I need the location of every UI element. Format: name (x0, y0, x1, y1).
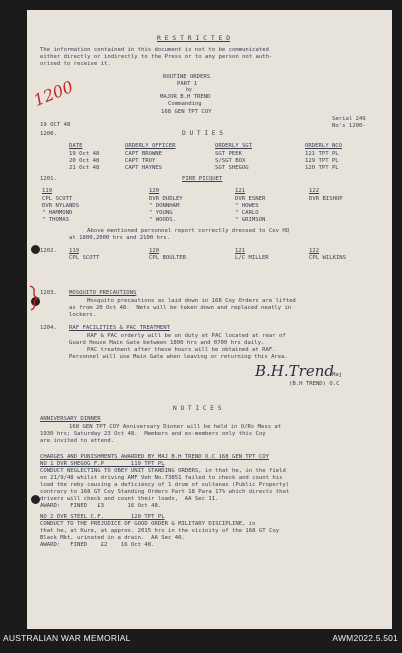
offence-line: Black Mkt, urinated in a drain. AA Sec 40. (40, 535, 185, 541)
punch-hole (31, 495, 40, 504)
signature-line: (B.H TREND) O.C (289, 381, 340, 387)
notice-line: The information contained in this document is not to be communicated (40, 47, 270, 53)
col-header: 119 (42, 188, 53, 194)
duty-cell: 121 TPT PL (305, 151, 339, 157)
picquet-cell: DVR ESNER (235, 196, 266, 202)
picquet-cell: " CARLO (235, 210, 259, 216)
col-header: 119 (69, 248, 80, 254)
picquet-cell: " YOUNG (149, 210, 173, 216)
nco-name: L/C MILLER (235, 255, 269, 261)
picquet-cell: DVR NYLANDS (42, 203, 80, 209)
footer-institution: AUSTRALIAN WAR MEMORIAL (3, 633, 131, 643)
commanding-label: Commanding (168, 101, 202, 107)
offence-award: AWARD: FINED £3 16 Oct 48. (40, 503, 162, 509)
duty-cell: SGT SHEGOG (215, 165, 249, 171)
nco-name: CPL SCOTT (69, 255, 100, 261)
serial-number: Serial 249 (332, 116, 366, 122)
col-header: 120 (149, 188, 160, 194)
red-pen-mark (27, 283, 43, 313)
raf-heading: RAF FACILITIES & PAC TREATMENT (69, 325, 171, 331)
duty-cell: CAPT BROWNE (125, 151, 163, 157)
duty-cell: 21 Oct 48 (69, 165, 100, 171)
picquet-cell: " WOODS. (149, 217, 176, 223)
col-header: ORDERLY OFFICER (125, 143, 176, 149)
picquet-cell: " HAMMOND (42, 210, 73, 216)
mosquito-line: Mosquito precautions as laid down in 168 Coy Orders are lifted (87, 298, 296, 304)
para-number: 1201. (40, 176, 57, 182)
duties-heading: D U T I E S (182, 130, 223, 137)
offence-line: NO 2 DVR STEEL C.F. 120 TPT PL (40, 514, 165, 520)
duty-cell: CAPT HAYNES (125, 165, 163, 171)
order-numbers: No's 1200- (332, 123, 366, 129)
col-header: 120 (149, 248, 160, 254)
col-header: 121 (235, 248, 246, 254)
raf-line: Guard House Main Gate between 1800 hrs and 0700 hrs daily. (69, 340, 265, 346)
anniversary-line: are invited to attend. (40, 438, 115, 444)
notice-line: orised to receive it. (40, 61, 111, 67)
col-header: 122 (309, 248, 320, 254)
document-page (27, 10, 392, 629)
col-header: 122 (309, 188, 320, 194)
para-number: 1204. (40, 325, 57, 331)
offence-line: load the reby causing a deficiency of 1 drum of sultanas (Public Property) (40, 482, 290, 488)
picquet-cell: " THOMAS (42, 217, 69, 223)
offence-line: NO 1 DVR SHEGOG F.P 119 TPT PL (40, 461, 165, 467)
notice-line: either directly or indirectly to the Press or to any person not auth- (40, 54, 273, 60)
footer-accession-number: AWM2022.5.501 (332, 633, 398, 643)
raf-line: PAC treatment after these hours will be obtained at RAF. (87, 347, 276, 353)
col-header: ORDERLY NCO (305, 143, 343, 149)
mosquito-heading: MOSQUITO PRECAUTIONS (69, 290, 137, 296)
punch-hole (31, 245, 40, 254)
duty-cell: 20 Oct 48 (69, 158, 100, 164)
raf-line: Personnel will use Main Gate when leaving or returning this Area. (69, 354, 288, 360)
orders-title: ROUTINE ORDERS (163, 74, 211, 80)
duty-cell: CAPT TROY (125, 158, 156, 164)
col-header: DATE (69, 143, 83, 149)
para-number: 1200. (40, 131, 57, 137)
anniversary-line: 168 GEN TPT COY Anniversary Dinner will be held in O/Rs Mess at (69, 424, 282, 430)
order-date: 19 OCT 48 (40, 122, 71, 128)
raf-line: RAF & PAC orderly will be on duty at PAC located at rear of (87, 333, 286, 339)
picquet-cell: " GRIMSON (235, 217, 266, 223)
unit-name: 168 GEN TPT COY (161, 109, 212, 115)
notices-heading: N O T I C E S (173, 405, 222, 412)
para-number: 1203. (40, 290, 57, 296)
offence-line: CONDUCT NEGLECTING TO OBEY UNIT STANDING ORDERS, in that he, in the field (40, 468, 286, 474)
offences-title: CHARGES AND PUNISHMENTS AWARDED BY MAJ B.H TREND O.C 168 GEN TPT COY (40, 454, 270, 460)
offence-line: on 21/9/48 whilst driving AMF Veh No.73851 failed to check and count his (40, 475, 283, 481)
duty-cell: S/SGT BOX (215, 158, 246, 164)
picquet-cell: " HOWES (235, 203, 259, 209)
picquet-cell: " DONNHAM (149, 203, 180, 209)
nco-name: CPL BOULTER (149, 255, 187, 261)
signature-rank: Maj (332, 372, 343, 378)
signature: B.H.Trend (255, 362, 334, 380)
col-header: 121 (235, 188, 246, 194)
orders-by: by (186, 88, 192, 93)
commander: MAJOR B.H TREND (160, 94, 211, 100)
para-number: 1202. (40, 248, 57, 254)
orders-part: PART 1 (177, 81, 198, 87)
fire-picquet-heading: FIRE PICQUET (182, 176, 223, 182)
mosquito-line: lockers. (69, 312, 96, 318)
duty-cell: 19 Oct 48 (69, 151, 100, 157)
picquet-cell: DVR BISHOP (309, 196, 343, 202)
offence-line: that he, at Kure, at approx. 2015 hrs in the vicinity of the 168 GT Coy (40, 528, 280, 534)
duty-cell: 120 TPT PL (305, 165, 339, 171)
offence-line: contrary to 168 GT Coy Standing Orders Part 18 Para 17% which directs that (40, 489, 290, 495)
picquet-note: Above mentioned personnel report correctly dressed to Cov HQ (87, 228, 290, 234)
offence-line: drivers will check and count their loads, AA Sec 11. (40, 496, 219, 502)
picquet-cell: CPL SCOTT (42, 196, 73, 202)
duty-cell: 129 TPT PL (305, 158, 339, 164)
picquet-cell: DVR DUDLEY (149, 196, 183, 202)
picquet-note: at 1800,2000 hrs and 2100 hrs. (69, 235, 171, 241)
handwritten-stamp: 1200 (30, 77, 76, 110)
duty-cell: SGT PEEK (215, 151, 242, 157)
offence-award: AWARD: FINED £2 16 Oct 48. (40, 542, 155, 548)
offence-line: CONDUCT TO THE PREJUDICE OF GOOD ORDER & MILITARY DISCIPLINE, in (40, 521, 256, 527)
col-header: ORDERLY SGT (215, 143, 253, 149)
classification-heading: R E S T R I C T E D (157, 34, 231, 42)
anniversary-title: ANNIVERSARY DINNER (40, 416, 101, 422)
nco-name: CPL WILKINS (309, 255, 347, 261)
mosquito-line: as from 20 Oct 48. Nets will be taken down and replaced neatly in (69, 305, 292, 311)
anniversary-line: 1930 hrs; Saturday 23 Oct 48. Members and ex-members only this Coy (40, 431, 266, 437)
